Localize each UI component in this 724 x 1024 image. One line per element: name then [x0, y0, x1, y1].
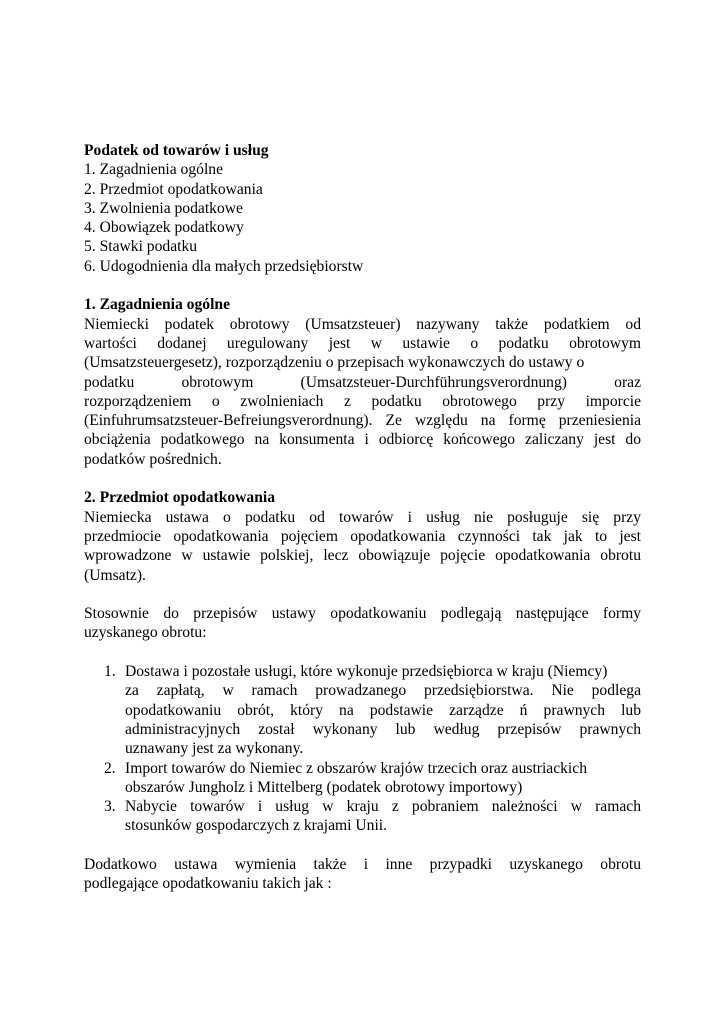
list-item-line: administracyjnych został wykonany lub według przepisów prawnych: [125, 720, 641, 738]
toc-item: 6. Udogodnienia dla małych przedsiębiorstw: [84, 257, 364, 275]
paragraph-line: (Einfuhrumsatzsteuer-Befreiungsverordnung). Ze względu na formę przeniesienia: [84, 412, 641, 430]
list-number: 3.: [104, 798, 116, 816]
toc-item: 5. Stawki podatku: [84, 238, 198, 256]
paragraph-line: podlegające opodatkowaniu takich jak :: [84, 875, 332, 893]
paragraph-line: podatku obrotowym (Umsatzsteuer-Durchführungsverordnung) oraz: [84, 373, 641, 391]
list-item-line: opodatkowaniu obrót, który na podstawie zarządze ń prawnych lub: [125, 701, 641, 719]
list-number: 2.: [104, 759, 116, 777]
paragraph-line: wartości dodanej uregulowany jest w ustawie o podatku obrotowym: [84, 334, 641, 352]
table-of-contents: [84, 141, 641, 276]
list-number: 1.: [104, 663, 116, 681]
paragraph-line: przedmiocie opodatkowania pojęciem opodatkowania czynności tak jak to jest: [84, 527, 641, 545]
paragraph-line: (Umsatz).: [84, 566, 146, 584]
list-item: [84, 797, 641, 836]
list-item-line: Import towarów do Niemiec z obszarów krajów trzecich oraz austriackich: [125, 759, 587, 777]
paragraph-line: wprowadzone w ustawie polskiej, lecz obowiązuje pojęcie opodatkowania obrotu: [84, 547, 641, 565]
toc-item: 4. Obowiązek podatkowy: [84, 219, 244, 237]
paragraph-line: rozporządzeniem o zwolnieniach z podatku obrotowego przy imporcie: [84, 392, 641, 410]
toc-title: Podatek od towarów i usług: [84, 142, 269, 159]
paragraph-line: podatków pośrednich.: [84, 450, 222, 468]
paragraph-line: Stosownie do przepisów ustawy opodatkowaniu podlegają następujące formy: [84, 605, 641, 623]
toc-item: 1. Zagadnienia ogólne: [84, 161, 223, 179]
list-item-line: uznawany jest za wykonany.: [125, 740, 304, 758]
list-item-line: obszarów Jungholz i Mittelberg (podatek obrotowy importowy): [125, 778, 523, 796]
list-item-line: za zapłatą, w ramach prowadzanego przedsiębiorstwa. Nie podlega: [125, 682, 641, 700]
paragraph-line: uzyskanego obrotu:: [84, 624, 207, 642]
list-item-line: Dostawa i pozostałe usługi, które wykonuje przedsiębiorca w kraju (Niemcy): [125, 663, 608, 681]
section-1: [84, 295, 641, 469]
paragraph-line: Niemiecka ustawa o podatku od towarów i usług nie posługuje się przy: [84, 508, 641, 526]
section-2-heading: 2. Przedmiot opodatkowania: [84, 489, 276, 507]
list-item-line: stosunków gospodarczych z krajami Unii.: [125, 817, 388, 835]
list-item-line: Nabycie towarów i usług w kraju z pobraniem należności w ramach: [125, 798, 641, 816]
toc-item: 2. Przedmiot opodatkowania: [84, 180, 263, 198]
obrot-forms-list: [84, 662, 641, 836]
paragraph-line: obciążenia podatkowego na konsumenta i odbiorcę końcowego zaliczany jest do: [84, 431, 641, 449]
list-item: [84, 662, 641, 758]
paragraph-line: Dodatkowo ustawa wymienia także i inne przypadki uzyskanego obrotu: [84, 855, 641, 873]
toc-item: 3. Zwolnienia podatkowe: [84, 199, 243, 217]
section-2: [84, 488, 641, 893]
document-page: [84, 141, 641, 894]
paragraph-line: (Umsatzsteuergesetz), rozporządzeniu o przepisach wykonawczych do ustawy o: [84, 354, 585, 372]
list-item: [84, 759, 641, 798]
paragraph-line: Niemiecki podatek obrotowy (Umsatzsteuer) nazywany także podatkiem od: [84, 315, 641, 333]
section-1-heading: 1. Zagadnienia ogólne: [84, 296, 231, 314]
